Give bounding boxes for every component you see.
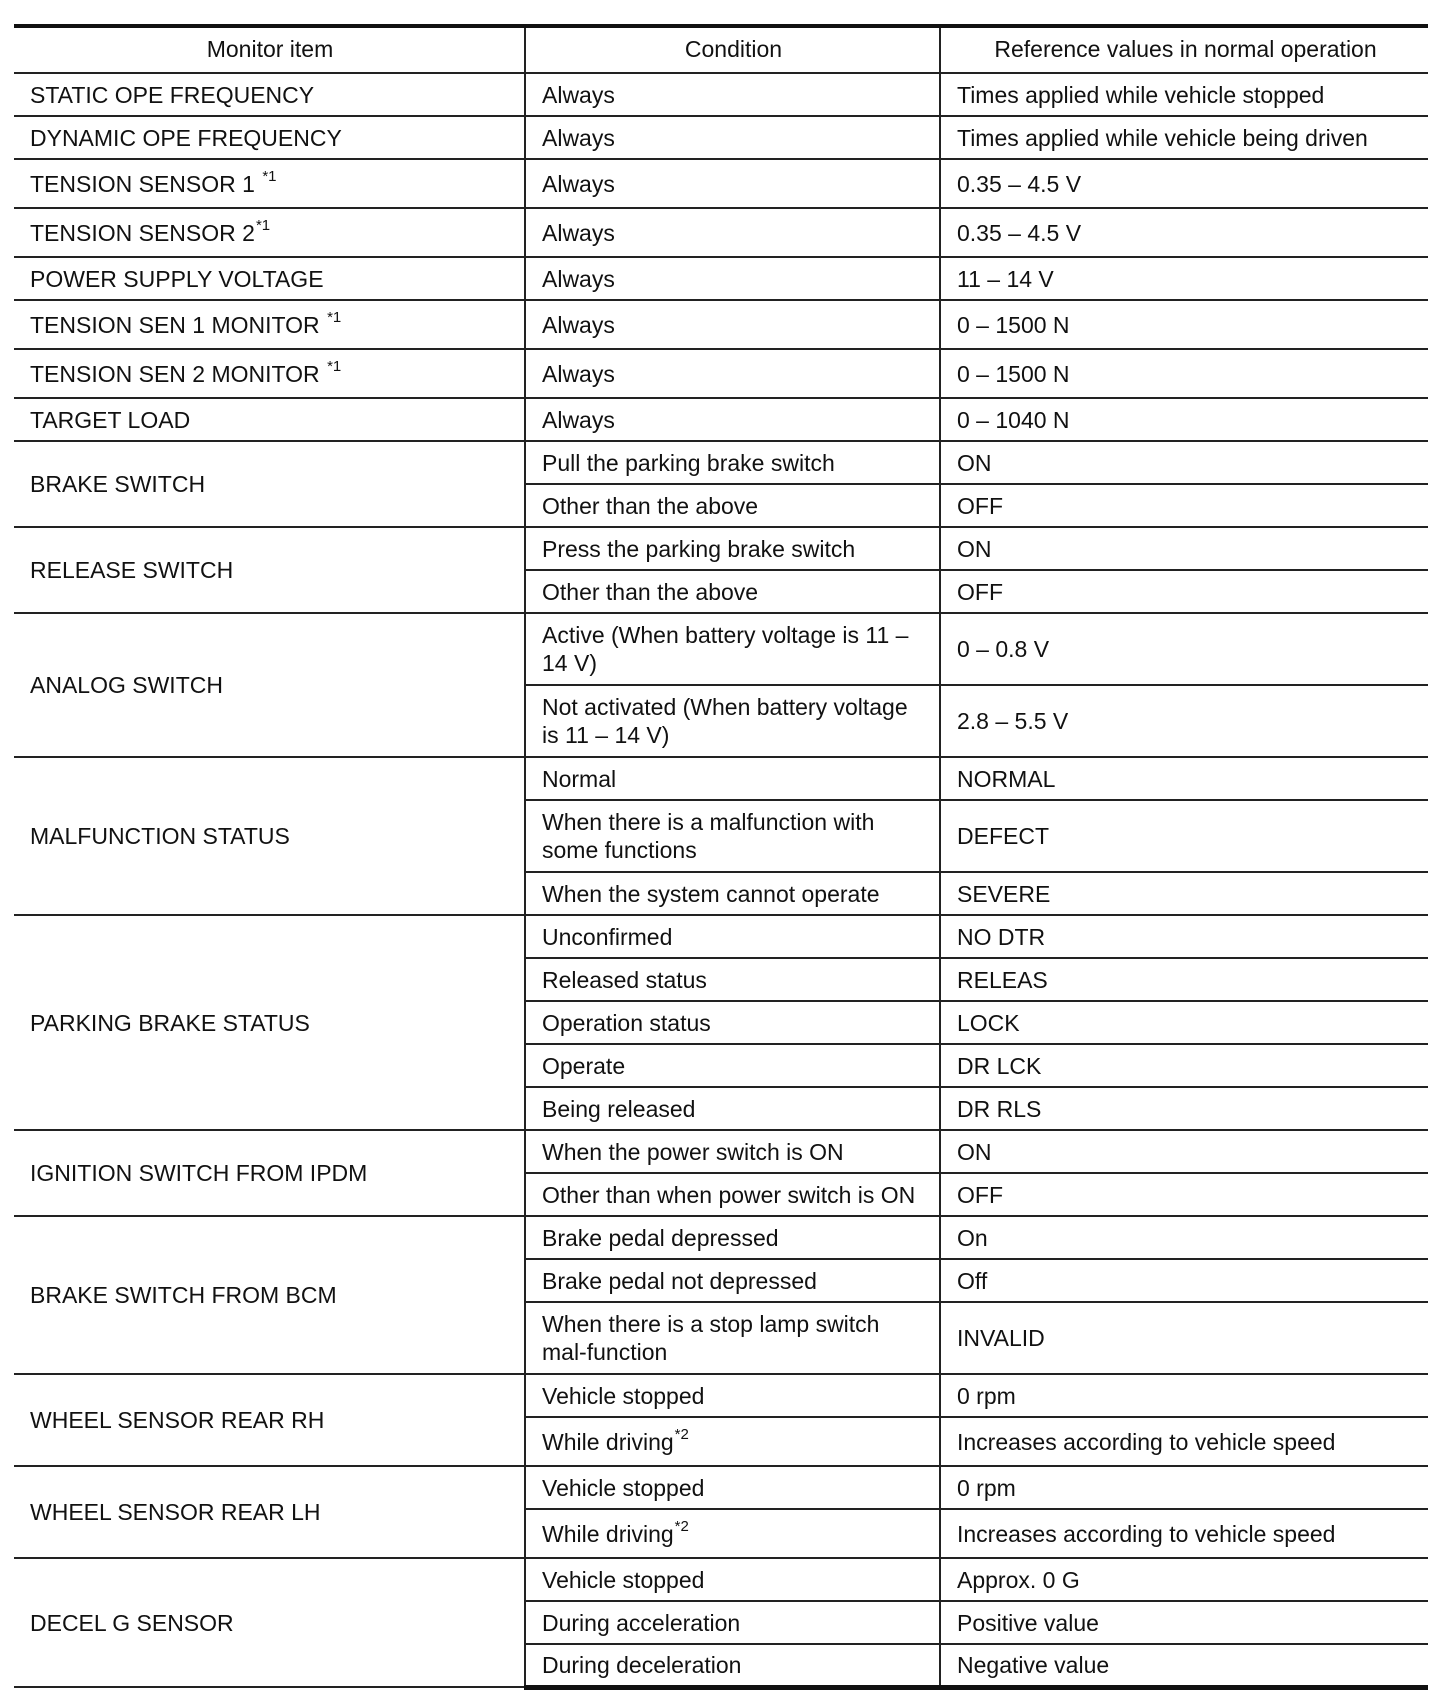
condition-cell [525,757,940,800]
condition-label: Being released [542,1095,696,1122]
table-row [14,527,1428,570]
condition-label: Always [542,124,615,151]
reference-value-cell: DR LCK [940,1044,1428,1087]
condition-label: Active (When battery voltage is 11 – 14 V) [542,622,909,676]
condition-cell [525,1087,940,1130]
monitor-item-cell [14,1130,525,1216]
condition-cell [525,1601,940,1644]
monitor-item-label: ANALOG SWITCH [30,672,223,698]
monitor-reference-table [14,24,1428,1690]
condition-label: Other than the above [542,578,759,605]
condition-cell [525,1374,940,1417]
table-row [14,73,1428,116]
condition-label: When the system cannot operate [542,880,880,907]
table-body [14,73,1428,1687]
condition-label: Always [542,219,615,246]
condition-cell [525,1130,940,1173]
reference-value-cell: OFF [940,570,1428,613]
reference-value-cell: 0.35 – 4.5 V [940,159,1428,208]
condition-cell [525,1417,940,1466]
condition-label: Always [542,311,615,338]
monitor-item-label: TENSION SENSOR 2 [30,219,255,246]
condition-cell [525,208,940,257]
monitor-item-label: DECEL G SENSOR [30,1609,234,1636]
reference-value-cell: LOCK [940,1001,1428,1044]
footnote-marker: *2 [674,1425,689,1443]
reference-value-cell: Approx. 0 G [940,1558,1428,1601]
monitor-item-cell [14,349,525,398]
condition-cell [525,1173,940,1216]
table-row [14,1558,1428,1601]
condition-label: Always [542,406,615,433]
condition-label: Vehicle stopped [542,1566,705,1593]
reference-value-cell: 0 – 1500 N [940,300,1428,349]
condition-label: Always [542,265,615,292]
condition-cell [525,1216,940,1259]
monitor-item-cell [14,116,525,159]
table-row [14,613,1428,685]
footnote-marker: *2 [674,1517,689,1535]
footnote-marker: *1 [327,357,342,375]
monitor-item-label: MALFUNCTION STATUS [30,823,290,849]
table-row [14,349,1428,398]
monitor-item-cell [14,527,525,613]
monitor-item-cell [14,441,525,527]
reference-value-cell: OFF [940,484,1428,527]
monitor-item-label: TENSION SENSOR 1 [30,170,255,197]
table-row [14,398,1428,441]
condition-cell [525,685,940,757]
reference-value-cell: 2.8 – 5.5 V [940,685,1428,757]
monitor-item-label: BRAKE SWITCH FROM BCM [30,1282,337,1308]
condition-label: Vehicle stopped [542,1382,705,1409]
monitor-item-label: TENSION SEN 1 MONITOR [30,311,320,338]
monitor-item-cell [14,257,525,300]
condition-cell [525,257,940,300]
monitor-item-cell [14,757,525,915]
table-row [14,159,1428,208]
monitor-item-cell [14,398,525,441]
condition-cell [525,1044,940,1087]
table-row [14,257,1428,300]
condition-label: While driving [542,1520,674,1547]
condition-label: When there is a stop lamp switch mal-function [542,1311,880,1365]
condition-cell [525,1259,940,1302]
condition-cell [525,570,940,613]
header-monitor-item: Monitor item [14,26,525,73]
condition-cell [525,915,940,958]
condition-cell [525,613,940,685]
footnote-marker: *1 [255,216,271,234]
header-reference-values: Reference values in normal operation [940,26,1428,73]
condition-label: Vehicle stopped [542,1474,705,1501]
reference-value-cell: 0 – 1040 N [940,398,1428,441]
header-row [14,26,1428,73]
condition-label: Always [542,170,615,197]
reference-value-cell: Times applied while vehicle being driven [940,116,1428,159]
condition-cell [525,1001,940,1044]
condition-cell [525,441,940,484]
monitor-item-cell [14,613,525,757]
monitor-item-cell [14,73,525,116]
condition-cell [525,1644,940,1687]
reference-value-cell: On [940,1216,1428,1259]
condition-cell [525,958,940,1001]
condition-cell [525,398,940,441]
condition-label: Press the parking brake switch [542,535,856,562]
monitor-item-cell [14,1466,525,1558]
reference-value-cell: Negative value [940,1644,1428,1687]
monitor-item-cell [14,915,525,1130]
condition-cell [525,116,940,159]
table-row [14,1130,1428,1173]
condition-cell [525,300,940,349]
reference-value-cell: 0 – 0.8 V [940,613,1428,685]
reference-value-cell: 0.35 – 4.5 V [940,208,1428,257]
monitor-item-label: BRAKE SWITCH [30,471,206,497]
reference-value-cell: ON [940,1130,1428,1173]
reference-value-cell: Times applied while vehicle stopped [940,73,1428,116]
condition-cell [525,1466,940,1509]
table-row [14,116,1428,159]
reference-value-cell: 0 rpm [940,1466,1428,1509]
condition-cell [525,349,940,398]
monitor-item-label: RELEASE SWITCH [30,557,234,583]
reference-value-cell: 0 rpm [940,1374,1428,1417]
monitor-item-cell [14,159,525,208]
condition-label: Unconfirmed [542,923,673,950]
condition-cell [525,73,940,116]
condition-label: When the power switch is ON [542,1138,844,1165]
condition-cell [525,527,940,570]
reference-value-cell: DR RLS [940,1087,1428,1130]
monitor-item-label: POWER SUPPLY VOLTAGE [30,265,324,292]
monitor-item-label: STATIC OPE FREQUENCY [30,81,315,108]
table-row [14,915,1428,958]
condition-cell [525,484,940,527]
condition-label: During deceleration [542,1651,742,1678]
reference-value-cell: 11 – 14 V [940,257,1428,300]
condition-label: Not activated (When battery voltage is 11 – 14 V) [542,694,908,748]
reference-value-cell: INVALID [940,1302,1428,1374]
monitor-item-cell [14,300,525,349]
monitor-item-label: TENSION SEN 2 MONITOR [30,360,320,387]
condition-cell [525,1558,940,1601]
reference-value-cell: Positive value [940,1601,1428,1644]
reference-value-cell: RELEAS [940,958,1428,1001]
footnote-marker: *1 [327,308,342,326]
table-row [14,1216,1428,1259]
reference-value-cell: SEVERE [940,872,1428,915]
condition-label: Other than when power switch is ON [542,1181,916,1208]
monitor-item-cell [14,1374,525,1466]
condition-label: Operation status [542,1009,711,1036]
monitor-item-label: WHEEL SENSOR REAR LH [30,1499,321,1525]
reference-value-cell: OFF [940,1173,1428,1216]
condition-cell [525,1302,940,1374]
monitor-item-cell [14,1558,525,1687]
reference-value-cell: Increases according to vehicle speed [940,1417,1428,1466]
condition-label: Released status [542,966,707,993]
condition-label: Other than the above [542,492,759,519]
condition-label: Brake pedal not depressed [542,1267,817,1294]
reference-value-cell: ON [940,527,1428,570]
header-condition: Condition [525,26,940,73]
condition-label: Pull the parking brake switch [542,449,835,476]
condition-label: When there is a malfunction with some functions [542,809,875,863]
condition-cell [525,872,940,915]
reference-value-cell: DEFECT [940,800,1428,872]
monitor-item-cell [14,1216,525,1374]
reference-value-cell: ON [940,441,1428,484]
reference-value-cell: Off [940,1259,1428,1302]
monitor-item-label: TARGET LOAD [30,406,191,433]
table-row [14,441,1428,484]
monitor-item-label: WHEEL SENSOR REAR RH [30,1407,325,1433]
monitor-item-label: IGNITION SWITCH FROM IPDM [30,1160,368,1186]
monitor-item-label: DYNAMIC OPE FREQUENCY [30,124,342,151]
condition-cell [525,1509,940,1558]
reference-value-cell: NORMAL [940,757,1428,800]
condition-label: Brake pedal depressed [542,1224,779,1251]
table-row [14,757,1428,800]
condition-label: During acceleration [542,1609,741,1636]
monitor-item-cell [14,208,525,257]
condition-label: Normal [542,765,617,792]
table-row [14,1466,1428,1509]
table-row [14,300,1428,349]
footnote-marker: *1 [262,167,277,185]
table-row [14,1374,1428,1417]
table-row [14,208,1428,257]
condition-label: While driving [542,1428,674,1455]
reference-value-cell: Increases according to vehicle speed [940,1509,1428,1558]
monitor-item-label: PARKING BRAKE STATUS [30,1009,310,1036]
reference-value-cell: NO DTR [940,915,1428,958]
condition-label: Always [542,360,615,387]
condition-cell [525,159,940,208]
condition-cell [525,800,940,872]
condition-label: Operate [542,1052,626,1079]
condition-label: Always [542,81,615,108]
reference-value-cell: 0 – 1500 N [940,349,1428,398]
